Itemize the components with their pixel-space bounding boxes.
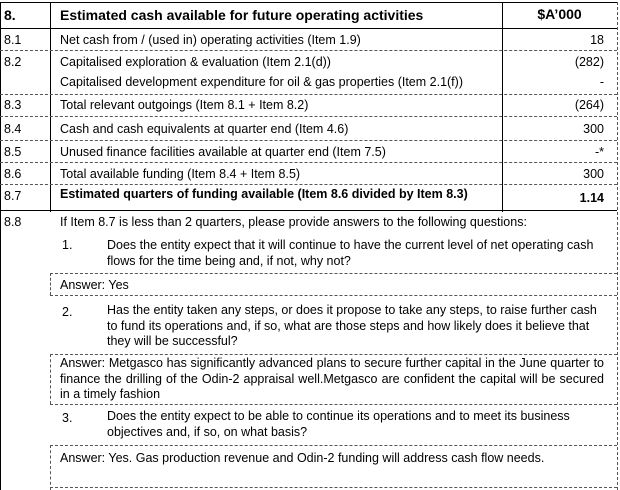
row-label: Cash and cash equivalents at quarter end (Item 4.6) (60, 122, 349, 136)
table-left-border (0, 2, 1, 490)
answer-box-border (50, 273, 617, 274)
row-number: 8.5 (4, 145, 22, 159)
row-label: Total relevant outgoings (Item 8.1 + Item 8.2) (60, 98, 309, 112)
question-text: Has the entity taken any steps, or does it propose to take any steps, to raise further cash to fund its operations and, if so, what are those steps and how likely does it believe that they will be successful? (107, 303, 597, 348)
row-number: 8.4 (4, 122, 22, 136)
row-divider (0, 50, 617, 51)
table-bottom-border (0, 210, 617, 211)
answer-box-border (50, 354, 51, 404)
table-right-border (617, 2, 618, 490)
question-number: 2. (62, 305, 73, 319)
row-divider (0, 116, 617, 117)
row-divider (0, 140, 617, 141)
currency-header: $A’000 (537, 6, 582, 22)
row-label: Capitalised exploration & evaluation (Item 2.1(d)) (60, 55, 331, 69)
section-number: 8. (4, 7, 16, 23)
question-number: 1. (62, 238, 73, 252)
row-value: -* (594, 145, 604, 159)
row-value: 300 (583, 167, 604, 181)
answer-box-border (50, 354, 617, 355)
row-number: 8.6 (4, 167, 22, 181)
answer-text: Answer: Metgasco has significantly advanced plans to secure further capital in the June quarter to finance the drilling of the Odin-2 appraisal well.Metgasco are confident the capital will be secured in a timely fashion (60, 356, 604, 401)
answer-box-border (50, 273, 51, 295)
row-number: 8.3 (4, 98, 22, 112)
item-88-intro: If Item 8.7 is less than 2 quarters, please provide answers to the following questions: (60, 215, 527, 229)
answer-box-border (50, 404, 617, 405)
row-divider (0, 94, 617, 95)
question-number: 3. (62, 411, 73, 425)
table-top-border (0, 2, 617, 3)
row-number: 8.2 (4, 55, 22, 69)
row-value: (282) (574, 55, 604, 69)
num-column-divider (50, 2, 51, 212)
answer-box-border (50, 445, 51, 490)
row-value: - (599, 75, 604, 89)
row-number: 8.7 (4, 189, 22, 203)
row-label: Total available funding (Item 8.4 + Item 8.5) (60, 167, 301, 181)
row-label: Capitalised development expenditure for oil & gas properties (Item 2.1(f)) (60, 75, 463, 89)
row-value: 18 (590, 33, 604, 47)
row-value: 300 (583, 122, 604, 136)
row-value: 1.14 (579, 191, 604, 205)
row-divider (0, 184, 617, 185)
answer-box-border (50, 487, 617, 488)
row-divider (0, 162, 617, 163)
section-title: Estimated cash available for future operating activities (60, 7, 424, 23)
answer-text: Answer: Yes (60, 278, 129, 292)
question-text: Does the entity expect to be able to continue its operations and to meet its business objectives and, if so, on what basis? (107, 409, 570, 439)
row-label: Unused finance facilities available at quarter end (Item 7.5) (60, 145, 386, 159)
row-label: Net cash from / (used in) operating activities (Item 1.9) (60, 33, 361, 47)
question-text: Does the entity expect that it will continue to have the current level of net operating cash flows for the time being and, if not, why not? (107, 238, 594, 268)
row-number: 8.1 (4, 33, 22, 47)
answer-box-border (50, 295, 617, 296)
item-88-number: 8.8 (4, 215, 22, 229)
answer-box-border (50, 445, 617, 446)
answer-text: Answer: Yes. Gas production revenue and Odin-2 funding will address cash flow needs. (60, 451, 545, 465)
row-label: Estimated quarters of funding available (Item 8.6 divided by Item 8.3) (60, 187, 468, 201)
header-bottom-border (0, 28, 617, 29)
row-value: (264) (574, 98, 604, 112)
value-column-divider (502, 2, 503, 212)
